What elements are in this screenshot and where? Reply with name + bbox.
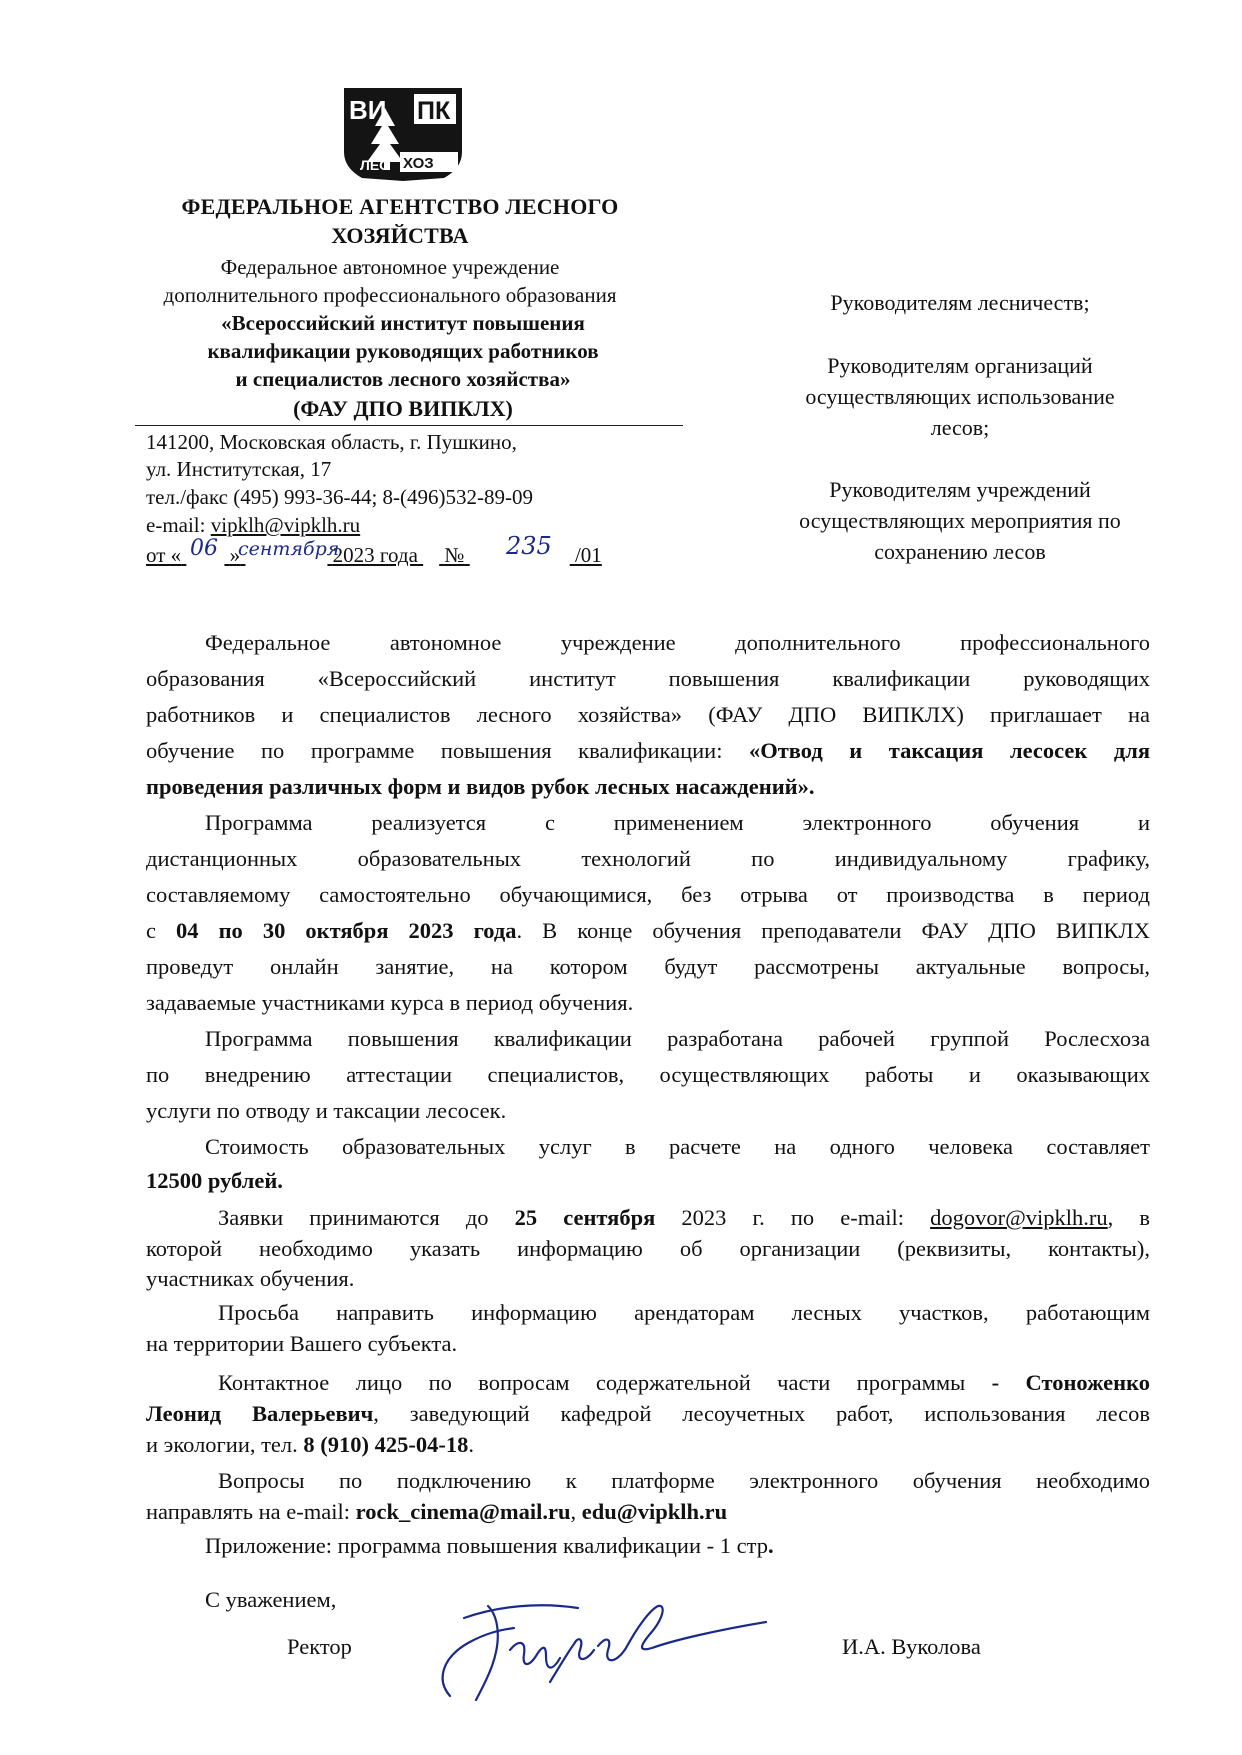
attachment-end: . xyxy=(767,1533,774,1558)
recipient-institution-heads-line3: сохранению лесов xyxy=(874,539,1046,564)
p6-line1: Просьба направить информацию арендаторам лесных участков, работающим xyxy=(218,1300,1150,1325)
email-line xyxy=(146,513,360,538)
p5-line2: которой необходимо указать информацию об организации (реквизиты, контакты), xyxy=(146,1236,1150,1261)
p2-line4-rest: . В конце обучения преподаватели ФАУ ДПО ВИПКЛХ xyxy=(516,918,1150,943)
p8-line1: Вопросы по подключению к платформе электронного обучения необходимо xyxy=(218,1468,1150,1493)
logo-text-hoz: ХОЗ xyxy=(403,155,434,172)
p2-line4 xyxy=(146,916,1150,946)
attachment-note xyxy=(205,1531,1209,1561)
org-name-line3: и специалистов лесного хозяйства» xyxy=(235,367,571,391)
p2-line2: дистанционных образовательных технологий по индивидуальному графику, xyxy=(146,846,1150,871)
ref-suffix: /01 xyxy=(574,543,602,567)
p8-line2-sep: , xyxy=(570,1499,582,1524)
p1-line2: образования «Всероссийский институт повышения квалификации руководящих xyxy=(146,666,1150,691)
closing-regards: С уважением, xyxy=(205,1587,337,1612)
support-email-1[interactable]: rock_cinema@mail.ru xyxy=(355,1499,571,1524)
ref-day-handwritten: 06 xyxy=(190,536,218,561)
email-link[interactable]: vipklh@vipklh.ru xyxy=(210,513,361,537)
recipient-org-heads-line1: Руководителям организаций xyxy=(827,353,1093,378)
p4-line1: Стоимость образовательных услуг в расчете на одного человека составляет xyxy=(205,1134,1150,1159)
p7-line1-text: Контактное лицо по вопросам содержательной части программы xyxy=(218,1370,992,1395)
org-type-line2: дополнительного профессионального образования xyxy=(163,283,617,307)
org-name-line2: квалификации руководящих работников xyxy=(207,339,599,363)
logo-text-les: ЛЕС xyxy=(360,157,390,173)
contact-person-surname: - Стоноженко xyxy=(991,1370,1150,1395)
p7-line2 xyxy=(146,1399,1150,1429)
p8-line2-text: направлять на e-mail: xyxy=(146,1499,356,1524)
p1-line4 xyxy=(146,736,1150,766)
ref-prefix: от « xyxy=(146,543,182,567)
p2-line6: задаваемые участниками курса в период обучения. xyxy=(146,990,634,1015)
rector-signature xyxy=(428,1588,778,1708)
p7-line3-text: и экологии, тел. xyxy=(146,1432,304,1457)
p7-line1 xyxy=(218,1368,1150,1398)
program-title-end: проведения различных форм и видов рубок лесных насаждений». xyxy=(146,774,815,799)
p5-line1 xyxy=(218,1203,1150,1233)
recipient-org-heads-line3: лесов; xyxy=(930,415,990,440)
p2-line4-prefix: с xyxy=(146,918,177,943)
p6-line2: на территории Вашего субъекта. xyxy=(146,1331,458,1356)
header-divider xyxy=(135,425,683,426)
p3-line2: по внедрению аттестации специалистов, осуществляющих работы и оказывающих xyxy=(146,1062,1150,1087)
p7-line3-end: . xyxy=(468,1432,475,1457)
agency-name-line1: ФЕДЕРАЛЬНОЕ АГЕНТСТВО ЛЕСНОГО xyxy=(181,194,619,219)
email-label: e-mail: xyxy=(146,513,211,537)
address-line1: 141200, Московская область, г. Пушкино, xyxy=(146,430,517,454)
contact-phone: 8 (910) 425-04-18 xyxy=(303,1432,469,1457)
application-deadline: 25 сентября xyxy=(514,1205,656,1230)
p3-line3: услуги по отводу и таксации лесосек. xyxy=(146,1098,507,1123)
ref-number-handwritten: 235 xyxy=(506,532,552,560)
ref-mid: » xyxy=(229,543,241,567)
address-line2: ул. Институтская, 17 xyxy=(146,457,332,481)
p2-line1: Программа реализуется с применением электронного обучения и xyxy=(205,810,1150,835)
ref-month-handwritten: сентября xyxy=(238,538,340,560)
signatory-position: Ректор xyxy=(287,1634,352,1659)
org-name-line1: «Всероссийский институт повышения xyxy=(221,311,585,335)
course-price: 12500 рублей. xyxy=(146,1168,283,1193)
signatory-name: И.А. Вуколова xyxy=(842,1634,981,1659)
attachment-text: Приложение: программа повышения квалификации - 1 стр xyxy=(205,1533,768,1558)
contact-person-name: Леонид Валерьевич xyxy=(146,1401,374,1426)
p2-line5: проведут онлайн занятие, на котором будут рассмотрены актуальные вопросы, xyxy=(146,954,1150,979)
p8-line2 xyxy=(146,1497,1150,1527)
recipient-forestry-heads: Руководителям лесничеств; xyxy=(830,290,1090,315)
institute-logo xyxy=(340,86,466,182)
p7-line2-text: , заведующий кафедрой лесоучетных работ, использования лесов xyxy=(373,1401,1150,1426)
recipient-org-heads-line2: осуществляющих использование xyxy=(805,384,1115,409)
ref-year: 2023 года xyxy=(332,543,418,567)
org-type-line1: Федеральное автономное учреждение xyxy=(220,255,560,279)
program-title-start: «Отвод и таксация лесосек для xyxy=(748,738,1150,763)
recipient-institution-heads-line2: осуществляющих мероприятия по xyxy=(799,508,1121,533)
phone-fax: тел./факс (495) 993-36-44; 8-(496)532-89-09 xyxy=(146,485,534,509)
contract-email-link[interactable]: dogovor@vipklh.ru xyxy=(930,1205,1108,1230)
p1-line1: Федеральное автономное учреждение дополнительного профессионального xyxy=(205,630,1150,655)
training-period: 04 по 30 октября 2023 года xyxy=(176,918,517,943)
org-abbreviation: (ФАУ ДПО ВИПКЛХ) xyxy=(293,396,513,421)
p1-line3: работников и специалистов лесного хозяйства» (ФАУ ДПО ВИПКЛХ) приглашает на xyxy=(146,702,1150,727)
p5-line1-end: , в xyxy=(1107,1205,1151,1230)
recipient-institution-heads-line1: Руководителям учреждений xyxy=(829,477,1091,502)
support-email-2[interactable]: edu@vipklh.ru xyxy=(581,1499,728,1524)
ref-number-label: № xyxy=(444,543,465,567)
p1-line4-text: обучение по программе повышения квалификации: xyxy=(146,738,749,763)
agency-name-line2: ХОЗЯЙСТВА xyxy=(331,223,469,248)
logo-text-vi: ВИ xyxy=(349,95,387,125)
p5-line1-text: Заявки принимаются до xyxy=(218,1205,515,1230)
p5-line3: участниках обучения. xyxy=(146,1266,355,1291)
p3-line1: Программа повышения квалификации разработана рабочей группой Рослесхоза xyxy=(205,1026,1150,1051)
p7-line3 xyxy=(146,1430,1150,1460)
p5-line1-mid: 2023 г. по e-mail: xyxy=(655,1205,931,1230)
p2-line3: составляемому самостоятельно обучающимися, без отрыва от производства в период xyxy=(146,882,1150,907)
logo-text-pk: ПК xyxy=(417,97,451,125)
